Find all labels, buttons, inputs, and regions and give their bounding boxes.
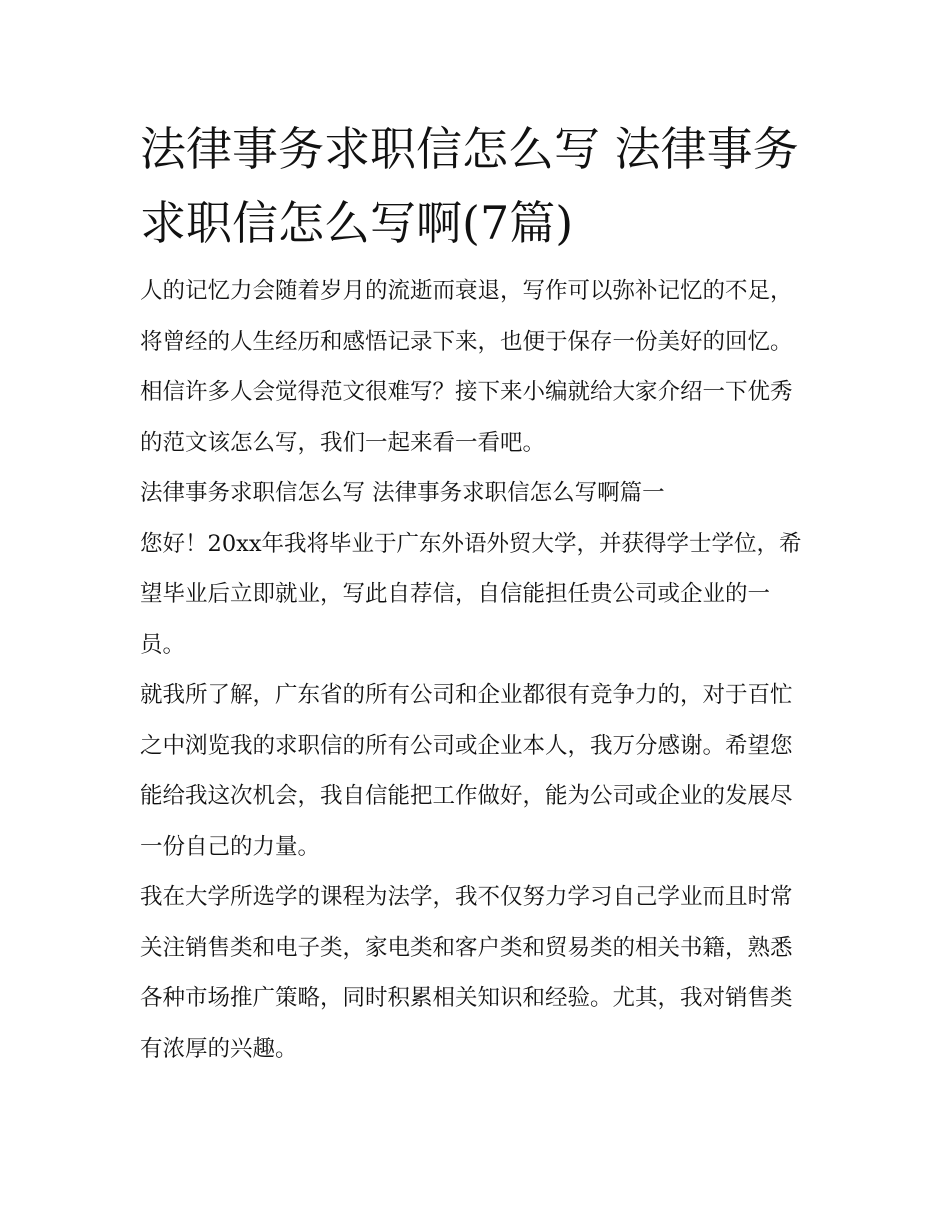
document-content: [140, 112, 812, 1074]
document-body: [140, 266, 812, 1074]
section-heading: 法律事务求职信怎么写 法律事务求职信怎么写啊篇一: [140, 480, 665, 506]
body-paragraph: 您好！20xx年我将毕业于广东外语外贸大学，并获得学士学位，希望毕业后立即就业，写此自荐信，自信能担任贵公司或企业的一员。: [140, 530, 802, 658]
body-paragraph: 我在大学所选学的课程为法学，我不仅努力学习自己学业而且时常关注销售类和电子类，家电类和客户类和贸易类的相关书籍，熟悉各种市场推广策略，同时积累相关知识和经验。尤其，我对销售类有浓厚的兴趣。: [140, 884, 793, 1062]
document-title: 法律事务求职信怎么写 法律事务求职信怎么写啊(7篇): [140, 122, 799, 250]
intro-paragraph: 人的记忆力会随着岁月的流逝而衰退，写作可以弥补记忆的不足，将曾经的人生经历和感悟记录下来，也便于保存一份美好的回忆。相信许多人会觉得范文很难写？接下来小编就给大家介绍一下优秀的范文该怎么写，我们一起来看一看吧。: [140, 278, 793, 456]
body-paragraph: 就我所了解，广东省的所有公司和企业都很有竞争力的，对于百忙之中浏览我的求职信的所有公司或企业本人，我万分感谢。希望您能给我这次机会，我自信能把工作做好，能为公司或企业的发展尽一份自己的力量。: [140, 682, 793, 860]
